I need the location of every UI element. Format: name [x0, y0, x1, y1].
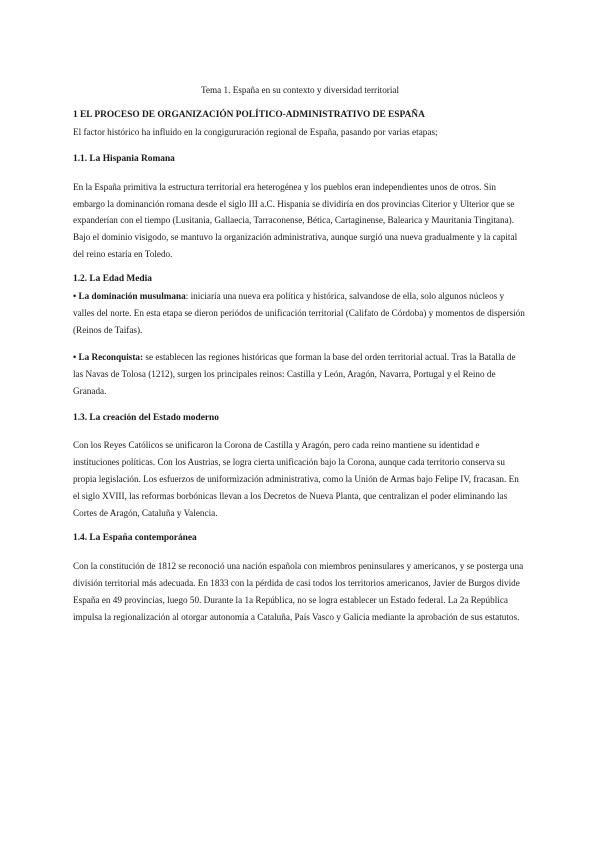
section-1-intro: El factor histórico ha influido en la congigururación regional de España, pasando por varias etapas;	[73, 126, 438, 137]
document-title: Tema 1. España en su contexto y diversidad territorial	[200, 85, 400, 95]
section-1-4-body: Con la constitución de 1812 se reconoció una nación española con miembros peninsulares y americanos, y se posterga una división territorial más adecuada. En 1833 con la pérdida de casi todos los territorios americanos, Javier de Burgos divide España en 49 provincias, luego 50. Durante la 1a República, no se logra establecer un Estado federal. La 2a República impulsa la regionalización al otorgar autonomía a Cataluña, País Vasco y Galicia mediante la aprobación de sus estatutos.	[73, 560, 524, 622]
section-1-2-item-reconquista	[73, 349, 527, 400]
section-1-1-body: En la España primitiva la estructura territorial era heterogénea y los pueblos eran independientes unos de otros. Sin embargo la dominanción romana desde el siglo III a.C. Hispania se dividiría en dos provincias Citerior y Ulterior que se expanderían con el tiempo (Lusitania, Gallaecia, Tarraconense, Bética, Cartaginense, Balearica y Mauritania Tingitana). Bajo el dominio visigodo, se mantuvo la organización administrativa, aunque surgió una nueva gradualmente y la capital del reino estaría en Toledo.	[73, 181, 518, 260]
item-text-musulmana: : iniciaría una nueva era política y histórica, salvandose de ella, solo algunos núcleos y valles del norte. En esta etapa se dieron periódos de unificación territorial (Califato de Córdoba) y momentos de dispersión (Reinos de Taifas).	[73, 291, 525, 335]
section-1-1-heading: 1.1. La Hispania Romana	[73, 153, 175, 164]
section-1-3-body: Con los Reyes Católicos se unificaron la Corona de Castilla y Aragón, pero cada reino mantiene su identidad e instituciones políticas. Con los Austrias, se logra cierta unificación bajo la Corona, aunque cada territorio conserva su propia legislación. Los esfuerzos de uniformización administrativa, como la Unión de Armas bajo Felipe IV, fracasan. En el siglo XVIII, las reformas borbónicas llevan a los Decretos de Nueva Planta, que centralizan el poder eliminando las Cortes de Aragón, Cataluña y Valencia.	[73, 440, 519, 519]
item-term-reconquista: • La Reconquista:	[73, 351, 144, 362]
section-1-2-heading: 1.2. La Edad Media	[73, 274, 152, 285]
section-1-4-heading: 1.4. La España contemporánea	[73, 532, 197, 543]
item-term-musulmana: • La dominación musulmana	[73, 291, 186, 302]
section-1-3-heading: 1.3. La creación del Estado moderno	[73, 412, 219, 423]
section-1-2-item-musulmana	[73, 288, 527, 339]
item-text-reconquista: se establecen las regiones históricas que forman la base del orden territorial actual. Tras la Batalla de las Navas de Tolosa (1212), surgen los principales reinos: Castilla y León, Aragón, Navarra, Portugal y el Reino de Granada.	[73, 351, 516, 396]
document-page	[73, 82, 527, 625]
section-1-heading: 1 EL PROCESO DE ORGANIZACIÓN POLÍTICO-ADMINISTRATIVO DE ESPAÑA	[73, 109, 425, 120]
